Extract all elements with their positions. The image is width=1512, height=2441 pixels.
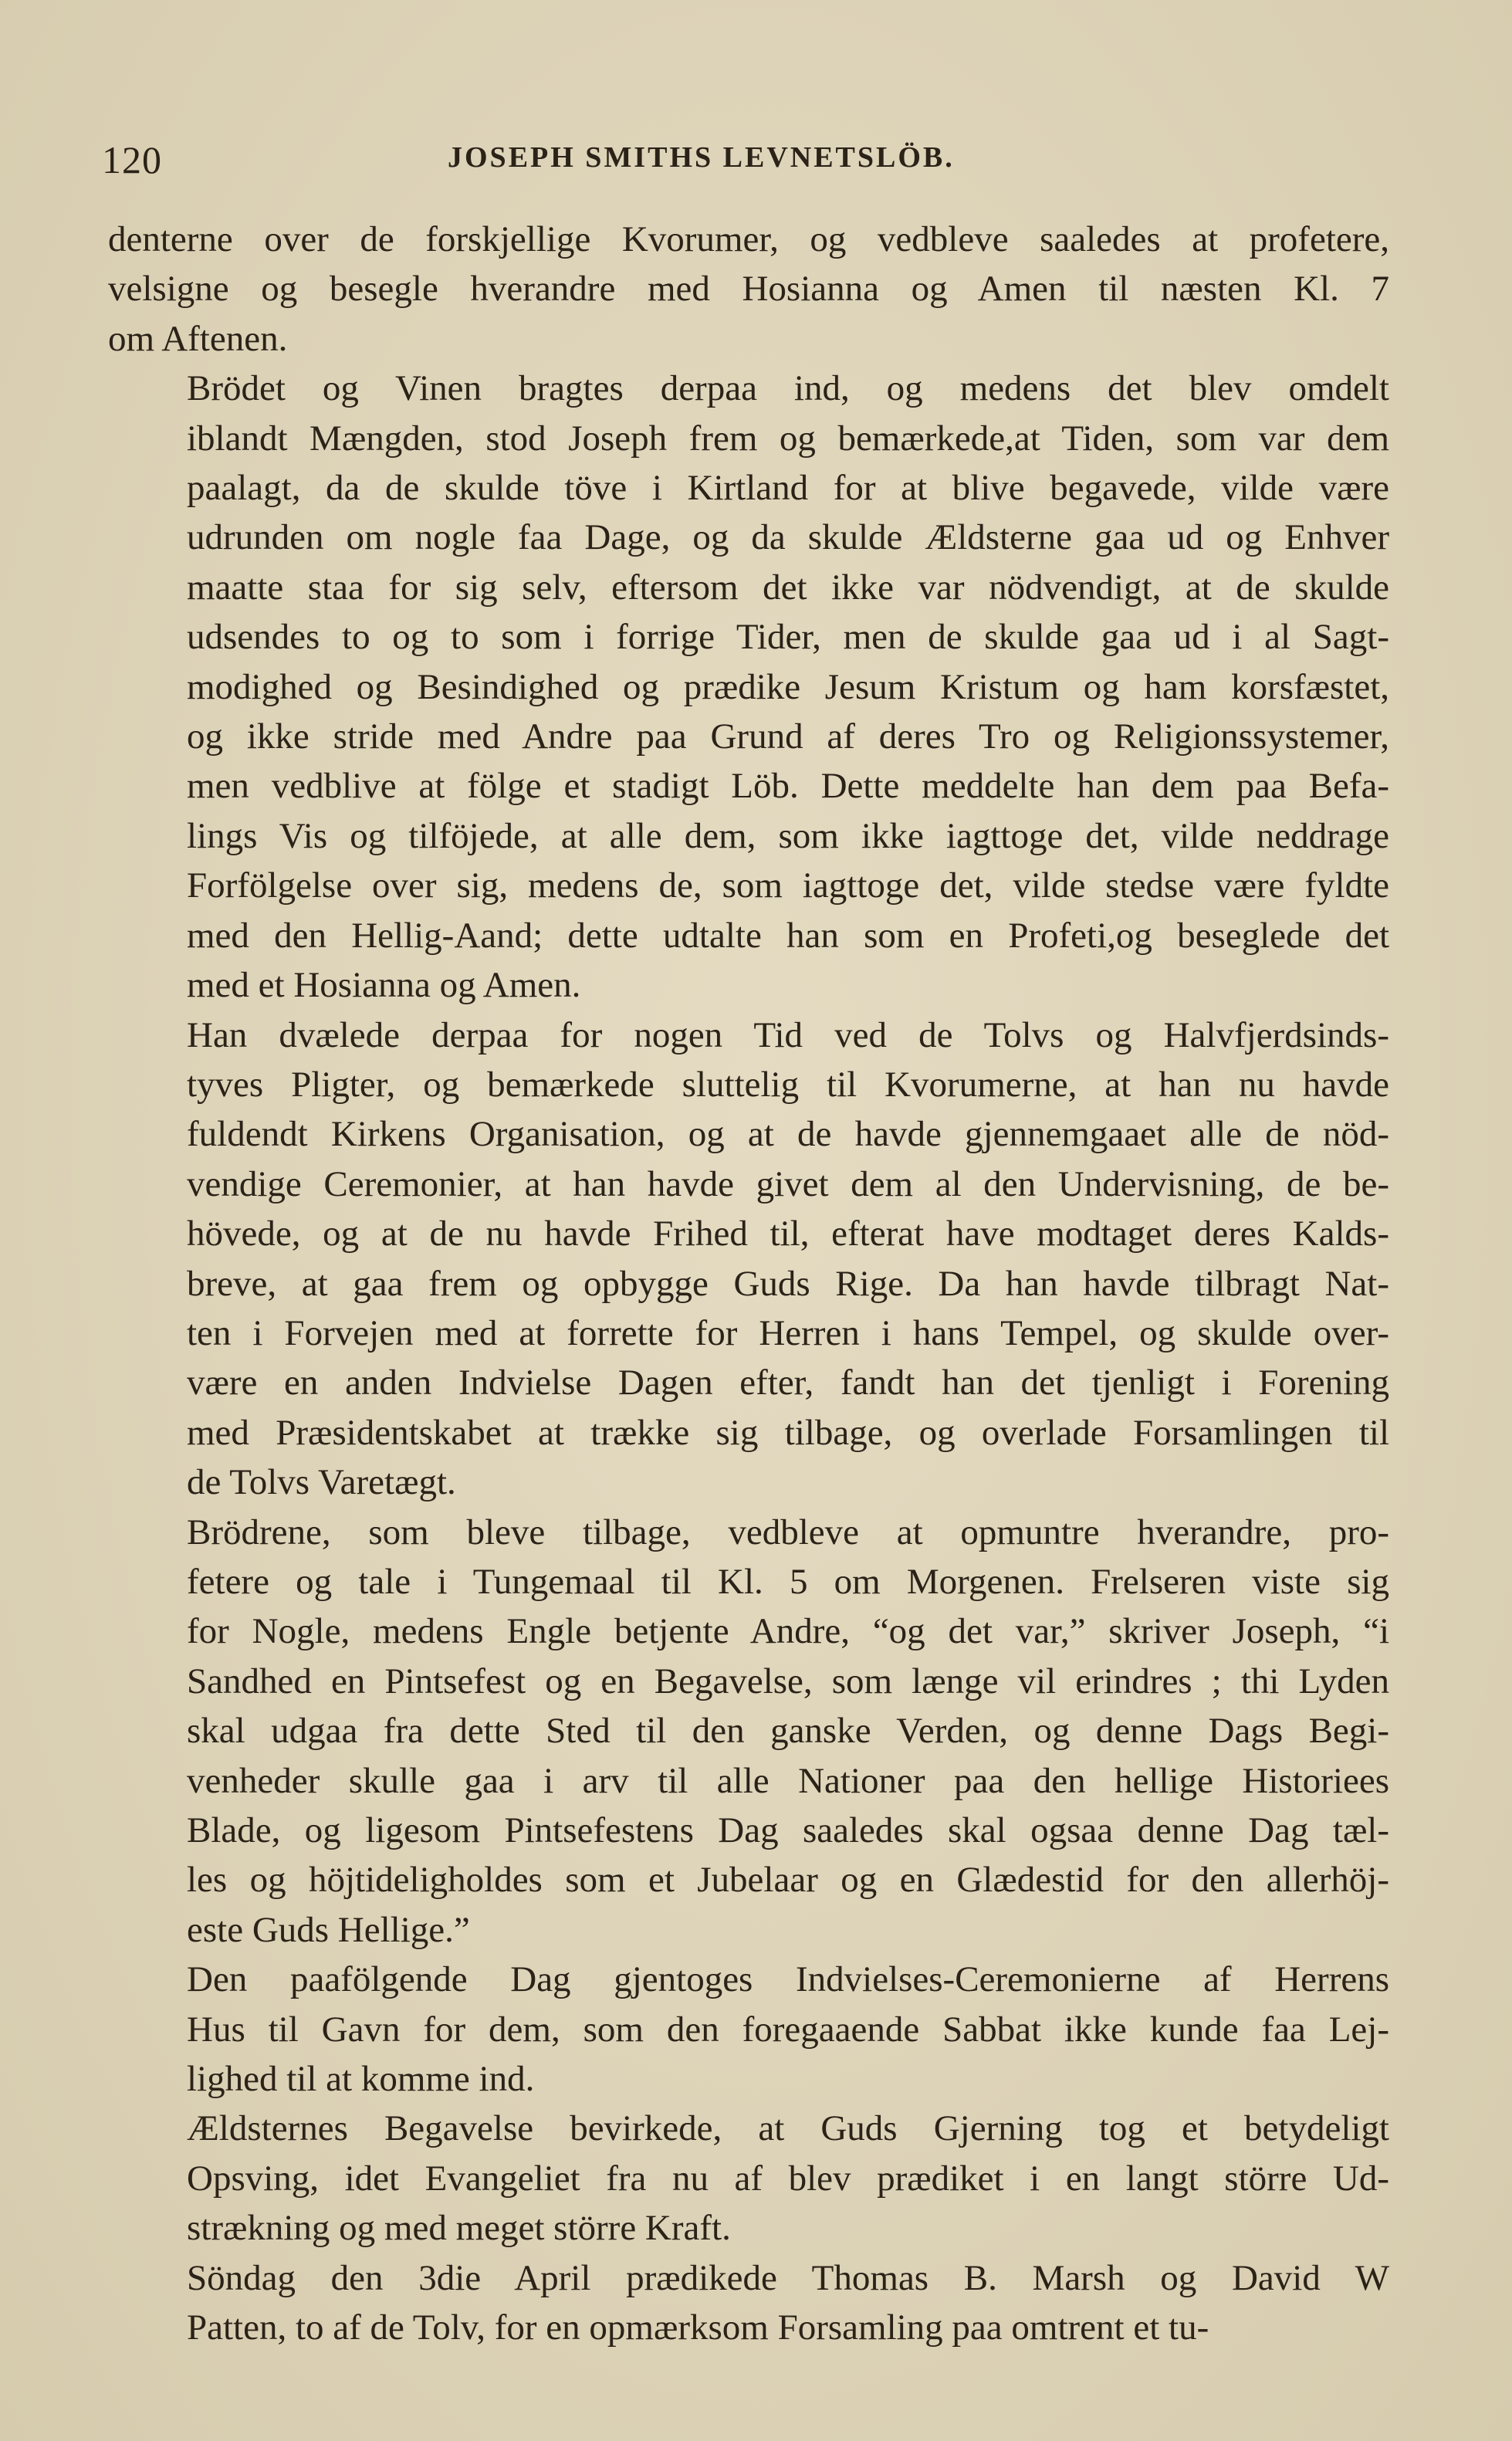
text-line: fetere og tale i Tungemaal til Kl. 5 om Morgenen. Frelseren viste sig [187, 1561, 1389, 1602]
text-line: modighed og Besindighed og prædike Jesum Kristum og ham korsfæstet, [187, 666, 1389, 707]
paragraph [108, 2253, 1389, 2353]
text-line: fuldendt Kirkens Organisation, og at de havde gjennemgaaet alle de nöd- [187, 1114, 1389, 1155]
text-line: skal udgaa fra dette Sted til den ganske Verden, og denne Dags Begi- [187, 1711, 1389, 1752]
text-line: Brödet og Vinen bragtes derpaa ind, og medens det blev omdelt [187, 368, 1389, 409]
text-line: venheder skulle gaa i arv til alle Nationer paa den hellige Historiees [187, 1760, 1389, 1801]
text-line: Söndag den 3die April prædikede Thomas B. Marsh og David W [187, 2257, 1389, 2298]
text-line: lighed til at komme ind. [187, 2059, 535, 2100]
text-line: vendige Ceremonier, at han havde givet dem al den Undervisning, de be- [187, 1163, 1389, 1204]
text-line: iblandt Mængden, stod Joseph frem og bemærkede,at Tiden, som var dem [187, 418, 1389, 459]
text-line: Brödrene, som bleve tilbage, vedbleve at opmuntre hverandre, pro- [187, 1512, 1389, 1552]
text-line: este Guds Hellige.” [187, 1909, 470, 1950]
text-line: Den paafölgende Dag gjentoges Indvielses-Ceremonierne af Herrens [187, 1959, 1389, 2000]
text-line: strækning og med meget större Kraft. [187, 2208, 731, 2249]
text-line: Patten, to af de Tolv, for en opmærksom Forsamling paa omtrent et tu- [187, 2307, 1209, 2348]
paragraph [108, 364, 1389, 1010]
paragraph [108, 1955, 1389, 2104]
text-line: hövede, og at de nu havde Frihed til, efterat have modtaget deres Kalds- [187, 1214, 1389, 1254]
text-line: for Nogle, medens Engle betjente Andre, “og det var,” skriver Joseph, “i [187, 1611, 1389, 1652]
text-line: Hus til Gavn for dem, som den foregaaende Sabbat ikke kunde faa Lej- [187, 2009, 1389, 2050]
text-line: lings Vis og tilföjede, at alle dem, som ikke iagttoge det, vilde neddrage [187, 815, 1389, 856]
text-line: Opsving, idet Evangeliet fra nu af blev prædiket i en langt större Ud- [187, 2158, 1389, 2199]
text-line: om Aftenen. [108, 318, 288, 359]
paragraph [108, 1011, 1389, 1508]
text-line: og ikke stride med Andre paa Grund af deres Tro og Religionssystemer, [187, 716, 1389, 757]
text-line: paalagt, da de skulde töve i Kirtland for at blive begavede, vilde være [187, 468, 1389, 509]
text-line: med Præsidentskabet at trække sig tilbage, og overlade Forsamlingen til [187, 1412, 1389, 1453]
paragraph [108, 215, 1389, 364]
text-line: udrunden om nogle faa Dage, og da skulde Ældsterne gaa ud og Enhver [187, 517, 1389, 558]
text-line: Ældsternes Begavelse bevirkede, at Guds Gjerning tog et betydeligt [187, 2108, 1389, 2149]
page-header [102, 133, 1414, 187]
page-number: 120 [102, 138, 162, 181]
text-line: denterne over de forskjellige Kvorumer, og vedbleve saaledes at profetere, [108, 219, 1389, 259]
text-line: Han dvælede derpaa for nogen Tid ved de Tolvs og Halvfjerdsinds- [187, 1014, 1389, 1055]
text-line: breve, at gaa frem og opbygge Guds Rige. Da han havde tilbragt Nat- [187, 1263, 1389, 1304]
text-line: ten i Forvejen med at forrette for Herren i hans Tempel, og skulde over- [187, 1312, 1389, 1353]
text-line: tyves Pligter, og bemærkede sluttelig til Kvorumerne, at han nu havde [187, 1064, 1389, 1105]
text-line: velsigne og besegle hverandre med Hosianna og Amen til næsten Kl. 7 [108, 269, 1389, 310]
text-line: Forfölgelse over sig, medens de, som iagttoge det, vilde stedse være fyldte [187, 865, 1389, 906]
body-text [108, 215, 1389, 2352]
text-line: maatte staa for sig selv, eftersom det ikke var nödvendigt, at de skulde [187, 567, 1389, 608]
text-line: være en anden Indvielse Dagen efter, fandt han det tjenligt i Forening [187, 1363, 1389, 1403]
paragraph [108, 1508, 1389, 1955]
text-line: les og höjtideligholdes som et Jubelaar og en Glædestid for den allerhöj- [187, 1860, 1389, 1901]
text-line: udsendes to og to som i forrige Tider, men de skulde gaa ud i al Sagt- [187, 617, 1389, 658]
running-title: JOSEPH SMITHS LEVNETSLÖB. [448, 141, 955, 174]
text-line: de Tolvs Varetægt. [187, 1462, 456, 1503]
text-line: med et Hosianna og Amen. [187, 965, 581, 1006]
paragraph [108, 2104, 1389, 2253]
text-line: men vedblive at fölge et stadigt Löb. Dette meddelte han dem paa Befa- [187, 766, 1389, 807]
text-line: Blade, og ligesom Pintsefestens Dag saaledes skal ogsaa denne Dag tæl- [187, 1810, 1389, 1850]
text-line: Sandhed en Pintsefest og en Begavelse, som længe vil erindres ; thi Lyden [187, 1661, 1389, 1701]
text-line: med den Hellig-Aand; dette udtalte han som en Profeti,og beseglede det [187, 915, 1389, 956]
